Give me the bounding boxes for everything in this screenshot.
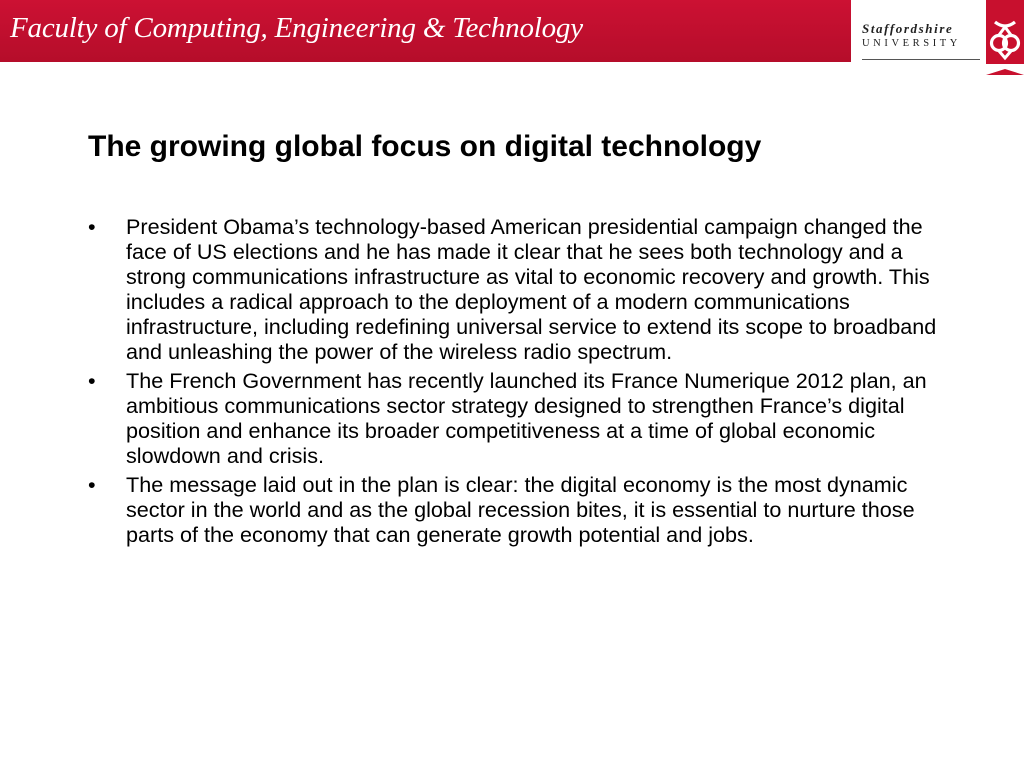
bullet-icon: • xyxy=(88,472,96,497)
university-logo xyxy=(851,0,1024,75)
bullet-icon: • xyxy=(88,368,96,393)
bullet-text: President Obama’s technology-based American presidential campaign changed the face of US elections and he has made it clear that he sees both technology and a strong communications infrastructure as vital to economic recovery and growth. This includes a radical approach to the deployment of a modern communications infrastructure, including redefining universal service to extend its scope to broadband and unleashing the power of the wireless radio spectrum. xyxy=(126,214,937,364)
logo-name: Staffordshire xyxy=(862,21,954,36)
bullet-item xyxy=(88,368,948,468)
bullet-icon: • xyxy=(88,214,96,239)
bullet-list xyxy=(88,214,948,551)
logo-subtitle: UNIVERSITY xyxy=(862,38,961,49)
slide-title: The growing global focus on digital technology xyxy=(88,130,762,163)
faculty-title: Faculty of Computing, Engineering & Technology xyxy=(10,12,583,44)
bullet-item xyxy=(88,472,948,547)
staffordshire-knot-icon xyxy=(986,0,1024,75)
header-bar xyxy=(0,0,851,62)
bullet-item xyxy=(88,214,948,364)
logo-divider xyxy=(862,59,980,60)
bullet-text: The French Government has recently launched its France Numerique 2012 plan, an ambitious communications sector strategy designed to strengthen France’s digital position and enhance its broader competitiveness at a time of global economic slowdown and crisis. xyxy=(126,368,927,468)
bullet-text: The message laid out in the plan is clear: the digital economy is the most dynamic sector in the world and as the global recession bites, it is essential to nurture those parts of the economy that can generate growth potential and jobs. xyxy=(126,472,915,547)
